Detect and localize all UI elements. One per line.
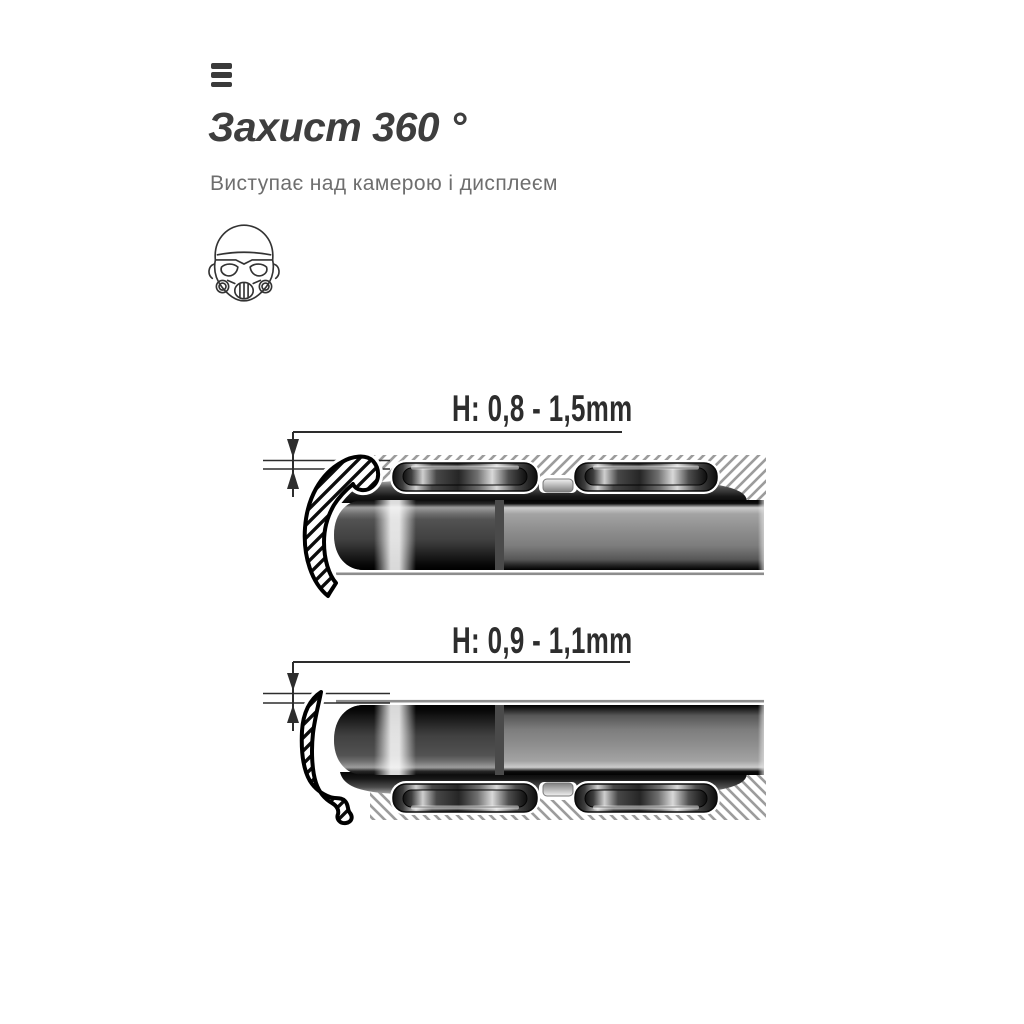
dimension-label-bottom: H: 0,9 - 1,1mm [452,620,633,661]
stormtrooper-helmet-icon [205,219,283,307]
dimension-label-top: H: 0,8 - 1,5mm [452,388,633,429]
hamburger-bar [211,82,232,88]
hamburger-bar [211,63,232,69]
hamburger-bar [211,72,232,78]
phone-case-cross-section-top [250,425,795,615]
page-title: Захист 360 ° [208,104,466,150]
page-subtitle: Виступає над камерою і дисплеєм [210,172,558,195]
hamburger-icon [211,63,232,91]
phone-case-cross-section-bottom [250,635,795,850]
